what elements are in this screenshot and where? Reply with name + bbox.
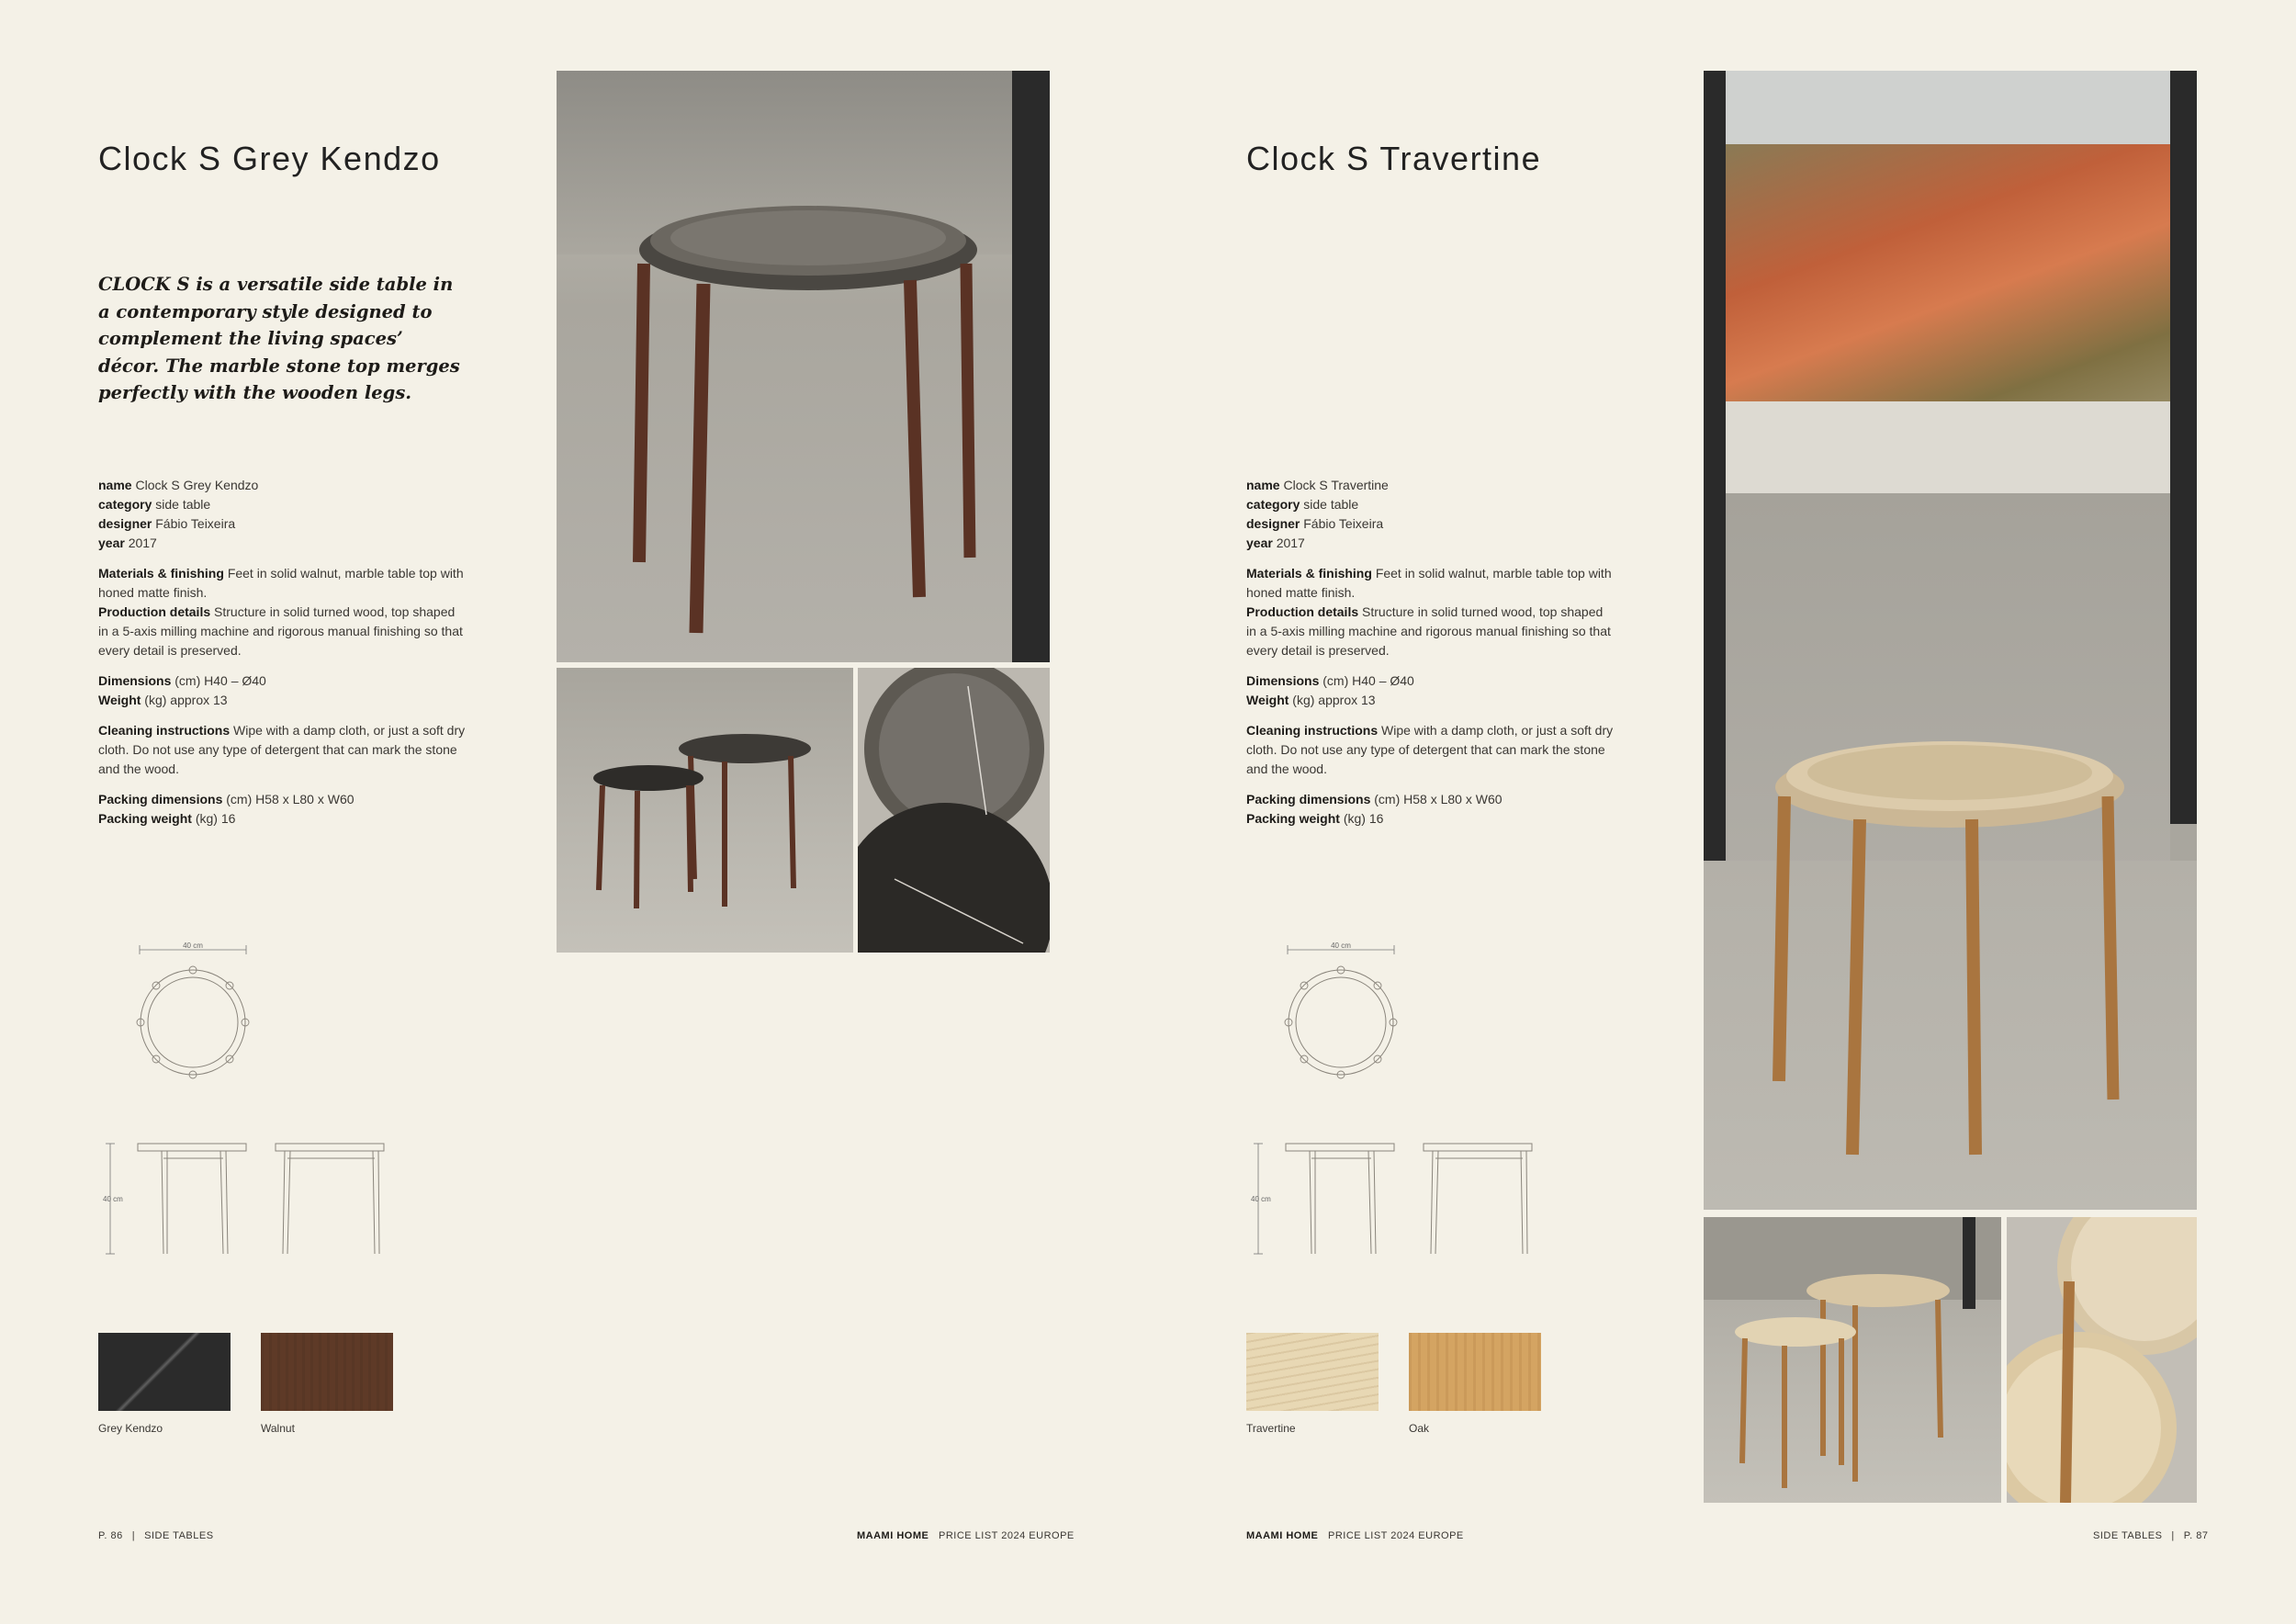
page-number: P. 86: [98, 1530, 123, 1541]
footer-brand-right: [1246, 1530, 1464, 1541]
product-title: Clock S Grey Kendzo: [98, 140, 441, 177]
spec-year: 2017: [128, 536, 157, 550]
price-list-label: PRICE LIST 2024 EUROPE: [1328, 1530, 1464, 1541]
swatch-walnut: [261, 1333, 393, 1411]
detail-photo: [858, 668, 1050, 953]
swatch-travertine: [1246, 1333, 1379, 1411]
table-illustration: [1704, 71, 2197, 1210]
nested-tables-photo: [557, 668, 853, 953]
detail-illustration: [858, 668, 1050, 953]
spec-materials: Feet in solid walnut, marble table top with honed matte finish.: [98, 566, 464, 600]
width-dimension-label: 40 cm: [183, 942, 203, 950]
spec-label: Packing weight: [98, 811, 192, 826]
spec-weight: (kg) approx 13: [144, 693, 228, 707]
height-dimension-label: 40 cm: [1251, 1195, 1271, 1203]
nested-tables-illustration: [1704, 1217, 2001, 1503]
spec-name: Clock S Travertine: [1283, 478, 1389, 492]
spec-materials: Feet in solid walnut, marble table top with honed matte finish.: [1246, 566, 1612, 600]
spec-label: Materials & finishing: [1246, 566, 1372, 581]
swatch-label: Walnut: [261, 1422, 295, 1435]
spec-label: name: [98, 478, 132, 492]
spec-cleaning: Wipe with a damp cloth, or just a soft dry cloth. Do not use any type of detergent that can mark the stone and the wood.: [1246, 723, 1614, 776]
spec-label: category: [98, 497, 152, 512]
spec-label: designer: [98, 516, 152, 531]
spec-production: Structure in solid turned wood, top shaped in a 5-axis milling machine and rigorous manual finishing so that every detail is preserved.: [1246, 604, 1611, 658]
spec-label: Production details: [98, 604, 211, 619]
section-name: SIDE TABLES: [144, 1530, 214, 1541]
detail-photo: [2007, 1217, 2197, 1503]
spec-category: side table: [155, 497, 211, 512]
swatch-label: Oak: [1409, 1422, 1430, 1435]
table-illustration: [557, 71, 1050, 662]
swatch-label: Travertine: [1246, 1422, 1296, 1435]
footer-brand-left: [857, 1530, 1075, 1541]
side-view-drawing: [1247, 1134, 1550, 1258]
spec-label: Weight: [1246, 693, 1289, 707]
spec-label: Materials & finishing: [98, 566, 224, 581]
spec-label: Dimensions: [98, 673, 172, 688]
spec-packing-dimensions: (cm) H58 x L80 x W60: [226, 792, 355, 806]
product-title: Clock S Travertine: [1246, 140, 1542, 177]
spec-label: name: [1246, 478, 1280, 492]
height-dimension-label: 40 cm: [103, 1195, 123, 1203]
spec-cleaning: Wipe with a damp cloth, or just a soft dry cloth. Do not use any type of detergent that can mark the stone and the wood.: [98, 723, 466, 776]
main-product-photo: [1704, 71, 2197, 1210]
swatch-oak: [1409, 1333, 1541, 1411]
nested-tables-photo: [1704, 1217, 2001, 1503]
product-specs: [98, 476, 466, 840]
section-name: SIDE TABLES: [2093, 1530, 2163, 1541]
spec-designer: Fábio Teixeira: [155, 516, 236, 531]
spec-packing-weight: (kg) 16: [1343, 811, 1384, 826]
spec-label: Cleaning instructions: [98, 723, 231, 738]
detail-illustration: [2007, 1217, 2197, 1503]
swatch-label: Grey Kendzo: [98, 1422, 163, 1435]
page-number: P. 87: [2183, 1530, 2209, 1541]
spec-packing-dimensions: (cm) H58 x L80 x W60: [1374, 792, 1503, 806]
spec-label: Dimensions: [1246, 673, 1320, 688]
brand-name: MAAMI HOME: [1246, 1530, 1319, 1541]
width-dimension-label: 40 cm: [1331, 942, 1351, 950]
spec-production: Structure in solid turned wood, top shaped in a 5-axis milling machine and rigorous manual finishing so that every detail is preserved.: [98, 604, 463, 658]
product-description: CLOCK S is a versatile side table in a contemporary style designed to complement the living spaces’ décor. The marble stone top merges perfectly with the wooden legs.: [98, 274, 460, 403]
spec-label: category: [1246, 497, 1300, 512]
spec-label: Packing dimensions: [1246, 792, 1371, 806]
spec-dimensions: (cm) H40 – Ø40: [174, 673, 266, 688]
spec-label: Packing dimensions: [98, 792, 223, 806]
spec-label: designer: [1246, 516, 1300, 531]
brand-name: MAAMI HOME: [857, 1530, 929, 1541]
spec-designer: Fábio Teixeira: [1303, 516, 1384, 531]
spec-label: Cleaning instructions: [1246, 723, 1379, 738]
main-product-photo: [557, 71, 1050, 662]
nested-tables-illustration: [557, 668, 853, 953]
footer-left: P. 86 | SIDE TABLES: [98, 1530, 214, 1541]
spec-name: Clock S Grey Kendzo: [135, 478, 259, 492]
spec-weight: (kg) approx 13: [1292, 693, 1376, 707]
spec-label: year: [1246, 536, 1273, 550]
price-list-label: PRICE LIST 2024 EUROPE: [939, 1530, 1075, 1541]
spec-dimensions: (cm) H40 – Ø40: [1322, 673, 1414, 688]
spec-year: 2017: [1276, 536, 1305, 550]
spec-packing-weight: (kg) 16: [195, 811, 236, 826]
top-view-drawing: [129, 937, 266, 1084]
spec-label: Weight: [98, 693, 141, 707]
product-specs: [1246, 476, 1614, 840]
footer-right: SIDE TABLES | P. 87: [2093, 1530, 2209, 1541]
swatch-grey-kendzo: [98, 1333, 231, 1411]
top-view-drawing: [1277, 937, 1414, 1084]
spec-label: Packing weight: [1246, 811, 1340, 826]
spec-label: year: [98, 536, 125, 550]
spec-category: side table: [1303, 497, 1359, 512]
spec-label: Production details: [1246, 604, 1359, 619]
side-view-drawing: [99, 1134, 402, 1258]
